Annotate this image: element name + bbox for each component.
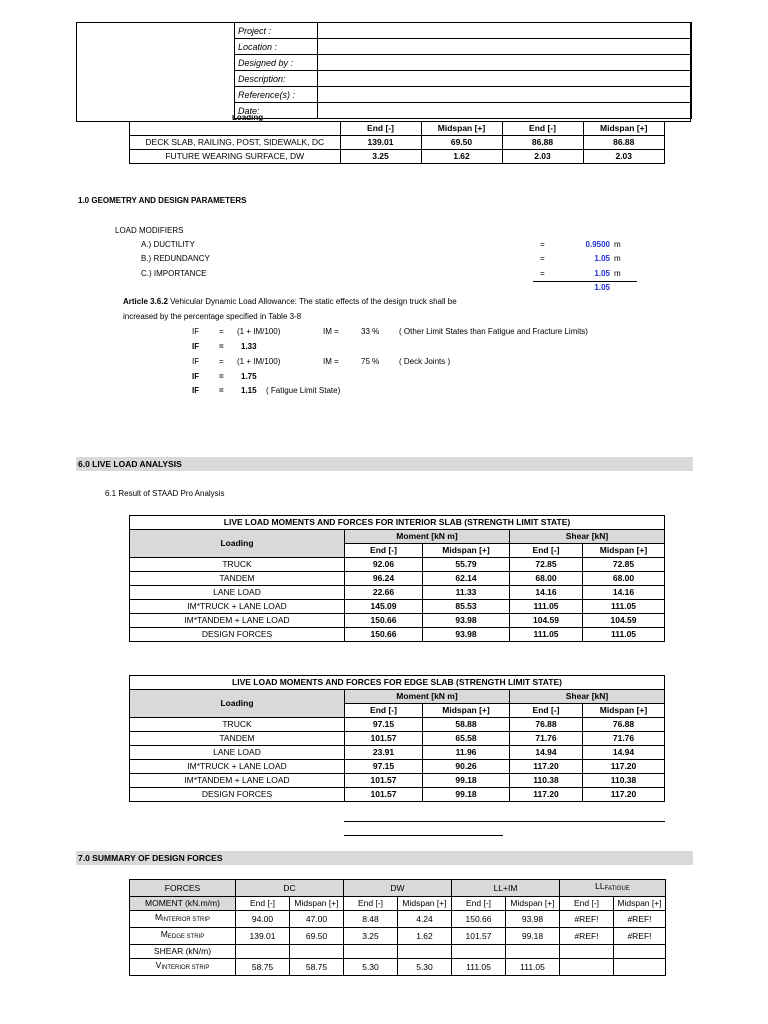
references-label: Reference(s) :	[235, 87, 318, 103]
product-underline	[533, 281, 637, 282]
m-edge-label: $M_{EDGE STRIP}$	[130, 928, 236, 945]
m-interior-label: $M_{INTERIOR STRIP}$	[130, 911, 236, 928]
table-cell: 2.03	[502, 150, 583, 164]
designed-by-value[interactable]	[318, 55, 692, 71]
table-row: $M_{EDGE STRIP}$ 139.01 69.50 3.25 1.62 101.57 99.18 #REF! #REF!	[130, 928, 666, 945]
article-line-2: increased by the percentage specified in Table 3-8	[123, 312, 302, 321]
references-value[interactable]	[318, 87, 692, 103]
row-label: FUTURE WEARING SURFACE, DW	[130, 150, 341, 164]
table-row	[130, 945, 666, 959]
table-row: LANE LOAD 22.66 11.33 14.16 14.16	[130, 586, 665, 600]
ductility-eq: =	[540, 240, 545, 249]
col-header: Midspan [+]	[421, 122, 502, 136]
project-label: Project :	[235, 23, 318, 39]
shear-header: Shear [kN]	[510, 530, 665, 544]
loading-header: Loading	[130, 530, 345, 558]
table-title: LIVE LOAD MOMENTS AND FORCES FOR EDGE SLAB (STRENGTH LIMIT STATE)	[130, 676, 665, 690]
table-row: IM*TANDEM + LANE LOAD 101.57 99.18 110.38 110.38	[130, 774, 665, 788]
section-6-subtitle: 6.1 Result of STAAD Pro Analysis	[105, 489, 225, 498]
table-cell: 86.88	[502, 136, 583, 150]
table-cell: 2.03	[583, 150, 665, 164]
redundancy-label: B.) REDUNDANCY	[141, 254, 210, 263]
table-cell: 86.88	[583, 136, 665, 150]
table-cell: 3.25	[340, 150, 421, 164]
section-6-title: 6.0 LIVE LOAD ANALYSIS	[76, 457, 693, 471]
col-header: End [-]	[345, 544, 423, 558]
table-row: LANE LOAD 23.91 11.96 14.94 14.94	[130, 746, 665, 760]
article-line-1	[123, 297, 457, 306]
col-header: End [-]	[510, 704, 583, 718]
article-text: Vehicular Dynamic Load Allowance: The static effects of the design truck shall be	[167, 297, 457, 306]
table-cell: 69.50	[421, 136, 502, 150]
dw-header: DW	[344, 880, 452, 897]
forces-header: FORCES	[130, 880, 236, 897]
project-value[interactable]	[318, 23, 692, 39]
edge-slab-table	[129, 675, 665, 802]
load-modifiers-label: LOAD MODIFIERS	[115, 226, 184, 235]
col-header: Midspan [+]	[423, 544, 510, 558]
shear-label: SHEAR (kN/m)	[130, 945, 236, 959]
table-row: TRUCK 92.06 55.79 72.85 72.85	[130, 558, 665, 572]
redundancy-unit: m	[614, 254, 621, 263]
v-interior-label: $V_{INTERIOR STRIP}$	[130, 959, 236, 976]
description-label: Description:	[235, 71, 318, 87]
table-row: IM*TRUCK + LANE LOAD 145.09 85.53 111.05 111.05	[130, 600, 665, 614]
rule-short	[344, 835, 503, 836]
table-row: TANDEM 101.57 65.58 71.76 71.76	[130, 732, 665, 746]
table-row: TANDEM 96.24 62.14 68.00 68.00	[130, 572, 665, 586]
section-7-title: 7.0 SUMMARY OF DESIGN FORCES	[76, 851, 693, 865]
product-value: 1.05	[594, 283, 610, 292]
project-info-table	[234, 22, 692, 119]
dead-load-table	[129, 121, 665, 164]
article-number: Article 3.6.2	[123, 297, 168, 306]
loading-fragment: Loading	[232, 115, 264, 122]
importance-eq: =	[540, 269, 545, 278]
table-row: IM*TANDEM + LANE LOAD 150.66 93.98 104.59 104.59	[130, 614, 665, 628]
moment-header: Moment [kN m]	[345, 530, 510, 544]
table-row: DESIGN FORCES 150.66 93.98 111.05 111.05	[130, 628, 665, 642]
row-label: DECK SLAB, RAILING, POST, SIDEWALK, DC	[130, 136, 341, 150]
description-value[interactable]	[318, 71, 692, 87]
table-row: $V_{INTERIOR STRIP}$ 58.75 58.75 5.30 5.30 111.05 111.05	[130, 959, 666, 976]
col-header: Midspan [+]	[583, 544, 665, 558]
shear-header: Shear [kN]	[510, 690, 665, 704]
col-header: Midspan [+]	[583, 122, 665, 136]
date-label: Date:	[235, 103, 318, 119]
ductility-label: A.) DUCTILITY	[141, 240, 195, 249]
table-row: IM*TRUCK + LANE LOAD 97.15 90.26 117.20 117.20	[130, 760, 665, 774]
ductility-unit: m	[614, 240, 621, 249]
col-header: Midspan [+]	[423, 704, 510, 718]
table-row	[130, 136, 665, 150]
moment-header: Moment [kN m]	[345, 690, 510, 704]
redundancy-eq: =	[540, 254, 545, 263]
col-header: Midspan [+]	[583, 704, 665, 718]
moment-label: MOMENT (kN.m/m)	[130, 897, 236, 911]
summary-table: FORCES DC DW LL+IM $LL_{FATIGUE}$ MOMENT (kN.m/m) End [-] Midspan [+] End [-] Midspan [+] End [-] Midspan [+] End [-] Midspan [+] $M_{INTERIOR STRIP}$ 94.00 47.00 8.48 4.24 150.66 93.98 #REF! #REF! $M_{EDGE STRIP}$ 139.01 69.50 3.25 1.62 101.57 99.18 #REF! #REF! SHEAR (kN/m) $V_{INTERIOR STRIP}$ 58.75 58.75 5.30 5.30 111.05 111.05	[129, 879, 666, 976]
importance-value: 1.05	[594, 269, 610, 278]
loading-header: Loading	[130, 690, 345, 718]
col-header: End [-]	[340, 122, 421, 136]
table-row: TRUCK 97.15 58.88 76.88 76.88	[130, 718, 665, 732]
section-1-title: 1.0 GEOMETRY AND DESIGN PARAMETERS	[78, 196, 247, 205]
importance-unit: m	[614, 269, 621, 278]
table-row	[130, 150, 665, 164]
col-header: End [-]	[345, 704, 423, 718]
table-title: LIVE LOAD MOMENTS AND FORCES FOR INTERIOR SLAB (STRENGTH LIMIT STATE)	[130, 516, 665, 530]
table-cell: 1.62	[421, 150, 502, 164]
designed-by-label: Designed by :	[235, 55, 318, 71]
col-header: End [-]	[510, 544, 583, 558]
rule-long	[344, 821, 665, 822]
date-value[interactable]	[318, 103, 692, 119]
llfatigue-header: $LL_{FATIGUE}$	[560, 880, 666, 897]
dc-header: DC	[236, 880, 344, 897]
table-cell: 139.01	[340, 136, 421, 150]
table-row: DESIGN FORCES 101.57 99.18 117.20 117.20	[130, 788, 665, 802]
location-value[interactable]	[318, 39, 692, 55]
interior-slab-table	[129, 515, 665, 642]
table-row: $M_{INTERIOR STRIP}$ 94.00 47.00 8.48 4.24 150.66 93.98 #REF! #REF!	[130, 911, 666, 928]
ductility-value: 0.9500	[585, 240, 610, 249]
importance-label: C.) IMPORTANCE	[141, 269, 207, 278]
location-label: Location :	[235, 39, 318, 55]
col-header: End [-]	[502, 122, 583, 136]
redundancy-value: 1.05	[594, 254, 610, 263]
llim-header: LL+IM	[452, 880, 560, 897]
